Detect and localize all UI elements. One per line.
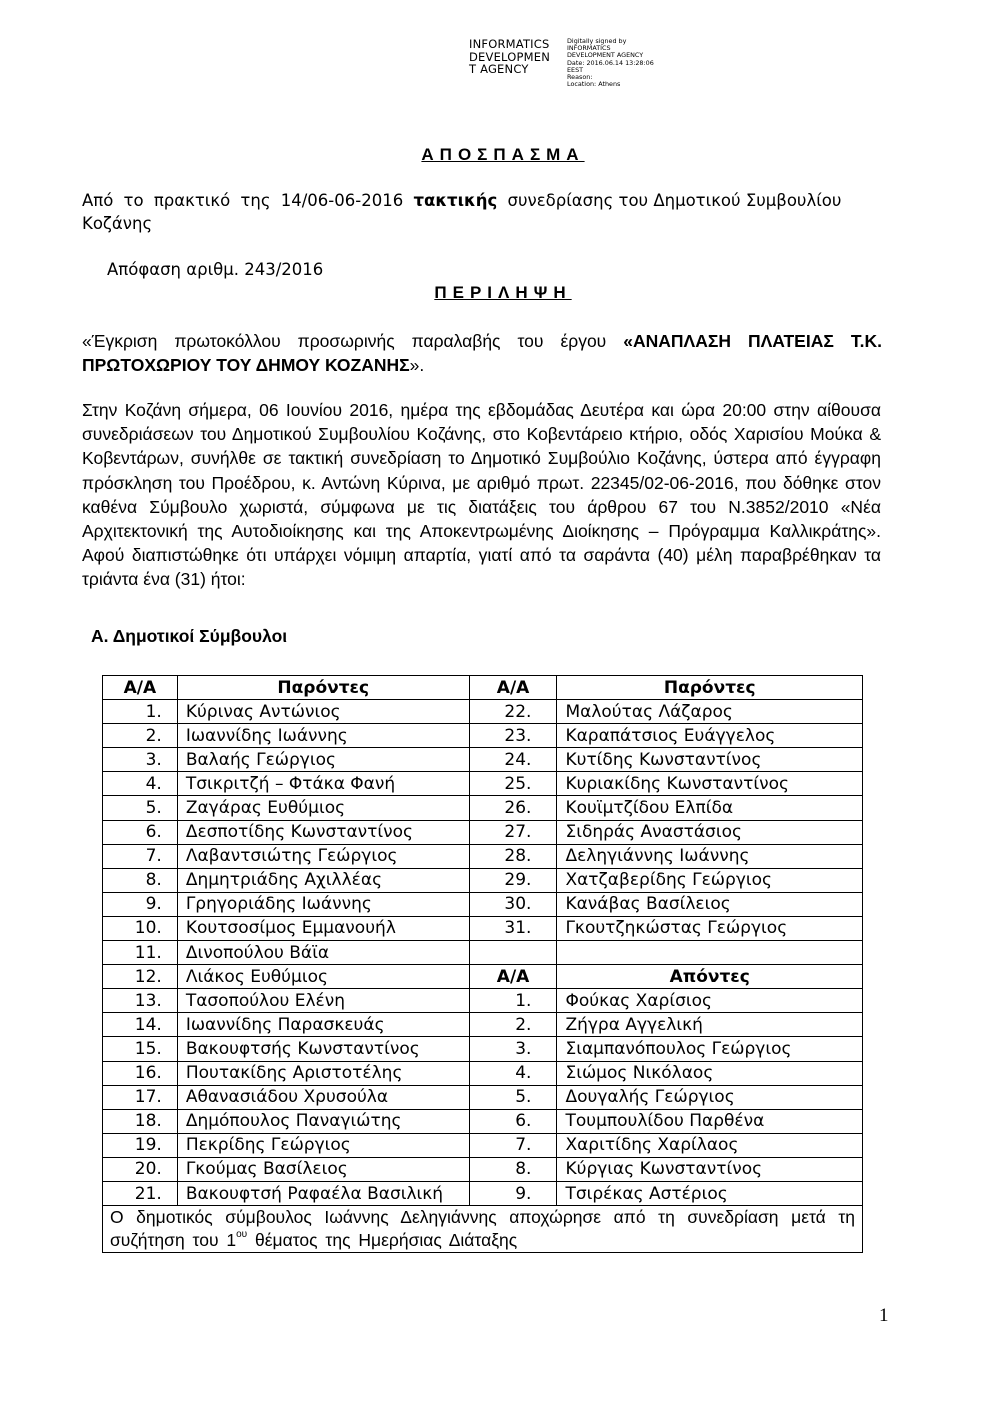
row-number: 1. [103, 700, 178, 724]
row-number: 1. [469, 989, 557, 1013]
signer-line: DEVELOPMEN [469, 49, 551, 64]
member-name: Δεληγιάννης Ιωάννης [557, 844, 863, 868]
row-number: 8. [469, 1157, 557, 1181]
row-number: 25. [469, 772, 557, 796]
row-number: 14. [103, 1013, 178, 1037]
header-absent: Απόντες [557, 965, 863, 989]
member-name: Χαριτίδης Χαρίλαος [557, 1133, 863, 1157]
signature-detail-line: Location: Athens [567, 80, 621, 89]
present-member-name: Δημόπουλος Παναγιώτης [177, 1109, 469, 1133]
table-row [103, 796, 863, 820]
member-name [557, 941, 863, 965]
subject-paragraph [82, 329, 882, 377]
signer-line: INFORMATICS [469, 37, 550, 51]
member-name: Γκουτζηκώστας Γεώργιος [557, 916, 863, 940]
table-row [103, 724, 863, 748]
present-member-name: Τασοπούλου Ελένη [177, 989, 469, 1013]
row-number: 2. [469, 1013, 557, 1037]
present-member-name: Λαβαντσιώτης Γεώργιος [177, 844, 469, 868]
row-number: 23. [469, 724, 557, 748]
digital-signature-stamp [469, 38, 654, 88]
intro-bold: τακτικής [413, 191, 498, 210]
table-row [103, 1133, 863, 1157]
subject-bold: «ΑΝΑΠΛΑΣΗ ΠΛΑΤΕΙΑΣ Τ.Κ. ΠΡΩΤΟΧΩΡΙΟΥ ΤΟΥ ΔΗΜΟΥ ΚΟΖΑΝΗΣ [82, 331, 882, 375]
row-number [469, 941, 557, 965]
member-name: Κανάβας Βασίλειος [557, 892, 863, 916]
header-num: Α/Α [469, 965, 557, 989]
present-member-name: Κουτσοσίμος Εμμανουήλ [177, 916, 469, 940]
signer-line: T AGENCY [469, 62, 529, 76]
intro-prefix: Από το πρακτικό της 14/06-06-2016 [82, 191, 404, 210]
row-number: 19. [103, 1133, 178, 1157]
note-prefix: Ο δημοτικός σύμβουλος Ιωάννης Δεληγιάννης αποχώρησε από τη συνεδρίαση μετά τη συζήτηση του 1 [110, 1207, 855, 1251]
present-member-name: Τσικριτζή – Φτάκα Φανή [177, 772, 469, 796]
withdrawal-note [103, 1206, 863, 1253]
header-present: Παρόντες [177, 676, 469, 700]
signature-details [567, 38, 654, 88]
header-num: Α/Α [469, 676, 557, 700]
present-member-name: Κύρινας Αντώνιος [177, 700, 469, 724]
row-number: 27. [469, 820, 557, 844]
present-member-name: Δινοπούλου Βάϊα [177, 941, 469, 965]
row-number: 9. [103, 892, 178, 916]
table-row [103, 820, 863, 844]
member-name: Μαλούτας Λάζαρος [557, 700, 863, 724]
table-row [103, 916, 863, 940]
intro-suffix: συνεδρίασης του Δημοτικού Συμβουλίου Κοζάνης [82, 191, 842, 233]
row-number: 7. [103, 844, 178, 868]
page-number: 1 [879, 1305, 889, 1326]
row-number: 5. [103, 796, 178, 820]
row-number: 15. [103, 1037, 178, 1061]
row-number: 24. [469, 748, 557, 772]
member-name: Κύργιας Κωνσταντίνος [557, 1157, 863, 1181]
table-row [103, 989, 863, 1013]
present-member-name: Ιωαννίδης Παρασκευάς [177, 1013, 469, 1037]
decision-number: Απόφαση αριθμ. 243/2016 [107, 260, 324, 279]
signature-detail-line: Date: 2016.06.14 13:28:06 [567, 58, 654, 67]
signature-detail-line: INFORMATICS [567, 44, 611, 53]
member-name: Φούκας Χαρίσιος [557, 989, 863, 1013]
present-member-name: Πουτακίδης Αριστοτέλης [177, 1061, 469, 1085]
table-header-row [103, 676, 863, 700]
present-member-name: Ιωαννίδης Ιωάννης [177, 724, 469, 748]
section-title: Α. Δημοτικοί Σύμβουλοι [91, 626, 288, 646]
table-row [103, 772, 863, 796]
row-number: 5. [469, 1085, 557, 1109]
document-title: ΑΠΟΣΠΑΣΜΑ [421, 145, 585, 164]
member-name: Σιώμος Νικόλαος [557, 1061, 863, 1085]
table-row [103, 1109, 863, 1133]
signature-detail-line: Reason: [567, 73, 593, 82]
table-row [103, 1085, 863, 1109]
row-number: 16. [103, 1061, 178, 1085]
member-name: Ζήγρα Αγγελική [557, 1013, 863, 1037]
member-name: Σιαμπανόπουλος Γεώργιος [557, 1037, 863, 1061]
table-row [103, 1181, 863, 1205]
row-number: 13. [103, 989, 178, 1013]
table-row [103, 1157, 863, 1181]
member-name: Σιδηράς Αναστάσιος [557, 820, 863, 844]
member-name: Χατζαβερίδης Γεώργιος [557, 868, 863, 892]
table-row [103, 965, 863, 989]
intro-paragraph [82, 189, 894, 235]
present-member-name: Δημητριάδης Αχιλλέας [177, 868, 469, 892]
member-name: Καραπάτσιος Ευάγγελος [557, 724, 863, 748]
row-number: 22. [469, 700, 557, 724]
member-name: Τσιρέκας Αστέριος [557, 1181, 863, 1205]
row-number: 2. [103, 724, 178, 748]
table-row [103, 1037, 863, 1061]
present-member-name: Ζαγάρας Ευθύμιος [177, 796, 469, 820]
row-number: 11. [103, 941, 178, 965]
summary-title: ΠΕΡΙΛΗΨΗ [434, 283, 572, 302]
signature-detail-line: DEVELOPMENT AGENCY [567, 51, 644, 60]
row-number: 17. [103, 1085, 178, 1109]
row-number: 21. [103, 1181, 178, 1205]
signature-detail-line: Digitally signed by [567, 37, 627, 45]
row-number: 29. [469, 868, 557, 892]
row-number: 8. [103, 868, 178, 892]
present-member-name: Βακουφτσή Ραφαέλα Βασιλική [177, 1181, 469, 1205]
table-row [103, 892, 863, 916]
table-row [103, 1061, 863, 1085]
present-member-name: Δεσποτίδης Κωνσταντίνος [177, 820, 469, 844]
row-number: 31. [469, 916, 557, 940]
member-name: Τουμπουλίδου Παρθένα [557, 1109, 863, 1133]
member-name: Δουγαλής Γεώργιος [557, 1085, 863, 1109]
table-note-row [103, 1206, 863, 1253]
table-row [103, 941, 863, 965]
signer-name [469, 38, 565, 76]
table-row [103, 844, 863, 868]
present-member-name: Γρηγοριάδης Ιωάννης [177, 892, 469, 916]
subject-suffix: ». [409, 355, 425, 375]
row-number: 28. [469, 844, 557, 868]
member-name: Κυριακίδης Κωνσταντίνος [557, 772, 863, 796]
row-number: 10. [103, 916, 178, 940]
header-present: Παρόντες [557, 676, 863, 700]
table-row [103, 868, 863, 892]
row-number: 3. [469, 1037, 557, 1061]
row-number: 6. [103, 820, 178, 844]
row-number: 4. [469, 1061, 557, 1085]
row-number: 6. [469, 1109, 557, 1133]
member-name: Κυτίδης Κωνσταντίνος [557, 748, 863, 772]
body-paragraph: Στην Κοζάνη σήμερα, 06 Ιουνίου 2016, ημέρα της εβδομάδας Δευτέρα και ώρα 20:00 στην αίθουσα συνεδριάσεων του Δημοτικού Συμβουλίου Κοζάνης, στο Κοβεντάρειο κτήριο, οδός Χαρισίου Μούκα & Κοβεντάρων, συνήλθε σε τακτική συνεδρίαση το Δημοτικό Συμβούλιο Κοζάνης, ύστερα από έγγραφη πρόσκληση του Προέδρου, κ. Αντώνη Κύρινα, με αριθμό πρωτ. 22345/02-06-2016, που δόθηκε στον καθένα Σύμβουλο χωριστά, σύμφωνα με τις διατάξεις του άρθρου 67 του Ν.3852/2010 «Νέα Αρχιτεκτονική της Αυτοδιοίκησης και της Αποκεντρωμένης Διοίκησης – Πρόγραμμα Καλλικράτης». Αφού διαπιστώθηκε ότι υπάρχει νόμιμη απαρτία, γιατί από τα σαράντα (40) μέλη παραβρέθηκαν τα τριάντα ένα (31) ήτοι: [82, 400, 881, 590]
header-num: Α/Α [103, 676, 178, 700]
row-number: 7. [469, 1133, 557, 1157]
table-row [103, 748, 863, 772]
present-member-name: Γκούμας Βασίλειος [177, 1157, 469, 1181]
attendance-table [102, 675, 863, 1253]
table-row [103, 700, 863, 724]
present-member-name: Λιάκος Ευθύμιος [177, 965, 469, 989]
note-ordinal: ου [236, 1229, 248, 1241]
row-number: 20. [103, 1157, 178, 1181]
signature-detail-line: EEST [567, 65, 584, 74]
row-number: 26. [469, 796, 557, 820]
row-number: 3. [103, 748, 178, 772]
row-number: 18. [103, 1109, 178, 1133]
row-number: 30. [469, 892, 557, 916]
row-number: 12. [103, 965, 178, 989]
row-number: 9. [469, 1181, 557, 1205]
present-member-name: Πεκρίδης Γεώργιος [177, 1133, 469, 1157]
present-member-name: Αθανασιάδου Χρυσούλα [177, 1085, 469, 1109]
member-name: Κουϊμτζίδου Ελπίδα [557, 796, 863, 820]
present-member-name: Βαλαής Γεώργιος [177, 748, 469, 772]
present-member-name: Βακουφτσής Κωνσταντίνος [177, 1037, 469, 1061]
table-row [103, 1013, 863, 1037]
note-suffix: θέματος της Ημερήσιας Διάταξης [247, 1230, 518, 1251]
subject-prefix: «Έγκριση πρωτοκόλλου προσωρινής παραλαβής του έργου [82, 331, 607, 351]
row-number: 4. [103, 772, 178, 796]
